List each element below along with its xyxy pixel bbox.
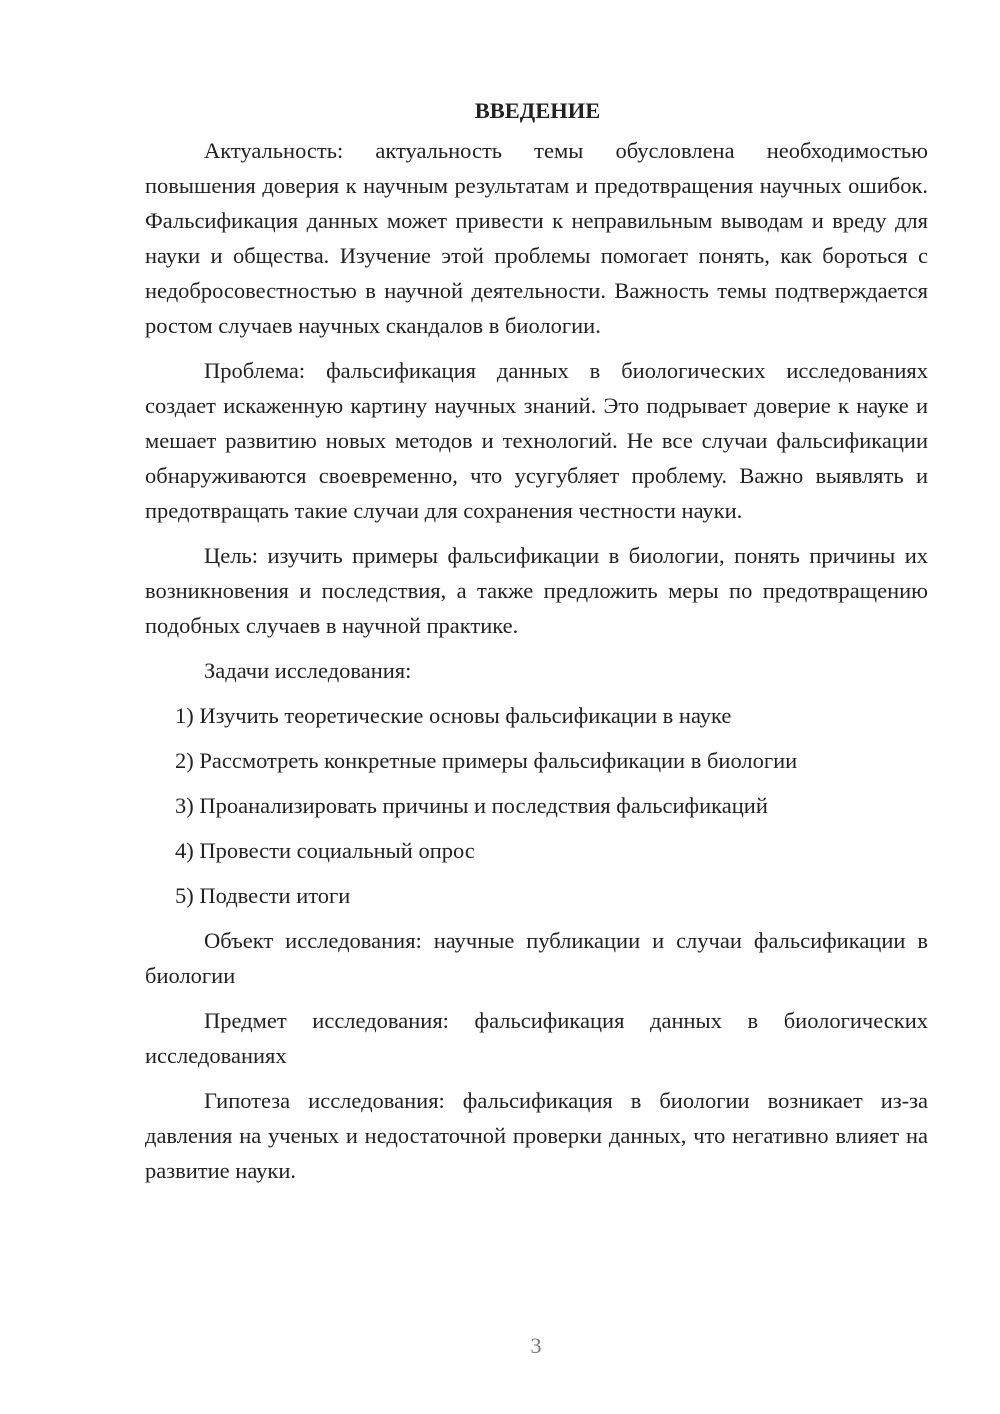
task-item: 1) Изучить теоретические основы фальсификации в науке bbox=[175, 703, 732, 728]
tasks-title: Задачи исследования: bbox=[204, 658, 412, 683]
task-item: 5) Подвести итоги bbox=[175, 883, 351, 908]
problem-paragraph: Проблема: фальсификация данных в биологических исследованиях создает искаженную картину научных знаний. Это подрывает доверие к науке и мешает развитию новых методов и технологий. Не все случаи фальсификации обнаруживаются своевременно, что усугубляет проблему. Важно выявлять и предотвращать такие случаи для сохранения честности науки. bbox=[145, 358, 928, 523]
page-number: 3 bbox=[530, 1333, 542, 1358]
task-item: 4) Провести социальный опрос bbox=[175, 838, 475, 863]
object-paragraph: Объект исследования: научные публикации и случаи фальсификации в биологии bbox=[145, 928, 928, 988]
task-list bbox=[145, 698, 928, 913]
relevance-paragraph: Актуальность: актуальность темы обусловлена необходимостью повышения доверия к научным результатам и предотвращения научных ошибок. Фальсификация данных может привести к неправильным выводам и вреду для науки и общества. Изучение этой проблемы помогает понять, как бороться с недобросовестностью в научной деятельности. Важность темы подтверждается ростом случаев научных скандалов в биологии. bbox=[145, 138, 928, 338]
task-item: 3) Проанализировать причины и последствия фальсификаций bbox=[175, 793, 768, 818]
goal-paragraph: Цель: изучить примеры фальсификации в биологии, понять причины их возникновения и последствия, а также предложить меры по предотвращению подобных случаев в научной практике. bbox=[145, 543, 928, 638]
hypothesis-paragraph: Гипотеза исследования: фальсификация в биологии возникает из-за давления на ученых и недостаточной проверки данных, что негативно влияет на развитие науки. bbox=[145, 1088, 928, 1183]
section-heading: ВВЕДЕНИЕ bbox=[474, 98, 601, 123]
task-item: 2) Рассмотреть конкретные примеры фальсификации в биологии bbox=[175, 748, 798, 773]
subject-paragraph: Предмет исследования: фальсификация данных в биологических исследованиях bbox=[145, 1008, 928, 1068]
document-page bbox=[145, 93, 928, 1198]
